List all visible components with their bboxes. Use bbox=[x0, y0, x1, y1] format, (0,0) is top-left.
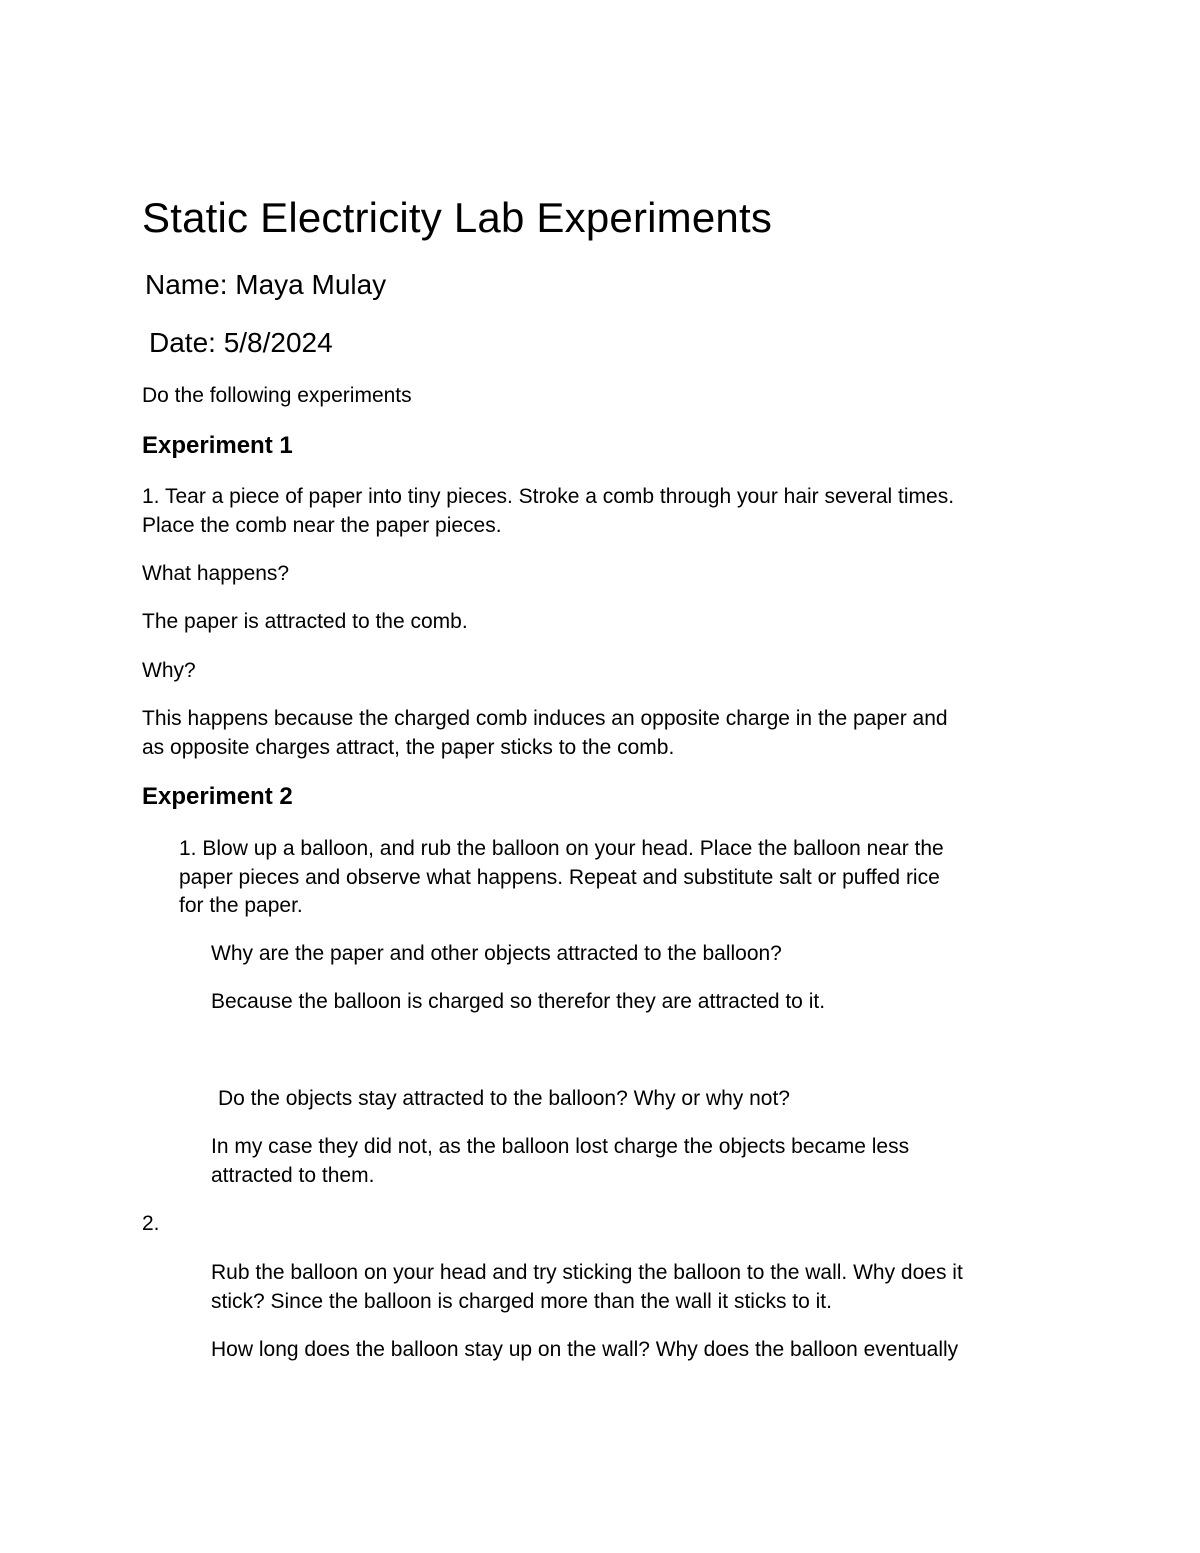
name-line: Name: Maya Mulay bbox=[145, 269, 387, 300]
experiment2-step-line: Rub the balloon on your head and try sticking the balloon to the wall. Why does it bbox=[211, 1261, 963, 1284]
experiment1-answer-line: This happens because the charged comb induces an opposite charge in the paper and bbox=[142, 707, 948, 730]
experiment1-answer-line: as opposite charges attract, the paper sticks to the comb. bbox=[142, 736, 675, 759]
experiment2-question: Why are the paper and other objects attracted to the balloon? bbox=[211, 942, 782, 965]
experiment2-step-line: for the paper. bbox=[179, 894, 303, 917]
intro-text: Do the following experiments bbox=[142, 384, 412, 407]
experiment2-heading: Experiment 2 bbox=[142, 783, 293, 810]
experiment1-step-line: Place the comb near the paper pieces. bbox=[142, 514, 502, 537]
experiment1-step-line: 1. Tear a piece of paper into tiny pieces. Stroke a comb through your hair several times. bbox=[142, 485, 955, 508]
experiment1-heading: Experiment 1 bbox=[142, 432, 293, 459]
experiment2-answer: Because the balloon is charged so therefor they are attracted to it. bbox=[211, 990, 826, 1013]
experiment1-question: What happens? bbox=[142, 562, 290, 585]
experiment2-question: Do the objects stay attracted to the balloon? Why or why not? bbox=[218, 1087, 790, 1110]
experiment2-answer-line: In my case they did not, as the balloon lost charge the objects became less bbox=[211, 1135, 910, 1158]
document-title: Static Electricity Lab Experiments bbox=[142, 194, 773, 241]
experiment1-question: Why? bbox=[142, 659, 196, 682]
experiment2-step-number: 2. bbox=[142, 1212, 160, 1235]
experiment2-step-line: paper pieces and observe what happens. Repeat and substitute salt or puffed rice bbox=[179, 866, 940, 889]
date-line: Date: 5/8/2024 bbox=[149, 327, 333, 358]
experiment2-question: How long does the balloon stay up on the wall? Why does the balloon eventually bbox=[211, 1338, 959, 1361]
experiment2-step-line: stick? Since the balloon is charged more than the wall it sticks to it. bbox=[211, 1290, 832, 1313]
experiment2-step-line: 1. Blow up a balloon, and rub the balloon on your head. Place the balloon near the bbox=[179, 837, 944, 860]
experiment1-answer: The paper is attracted to the comb. bbox=[142, 610, 468, 633]
experiment2-answer-line: attracted to them. bbox=[211, 1164, 375, 1187]
